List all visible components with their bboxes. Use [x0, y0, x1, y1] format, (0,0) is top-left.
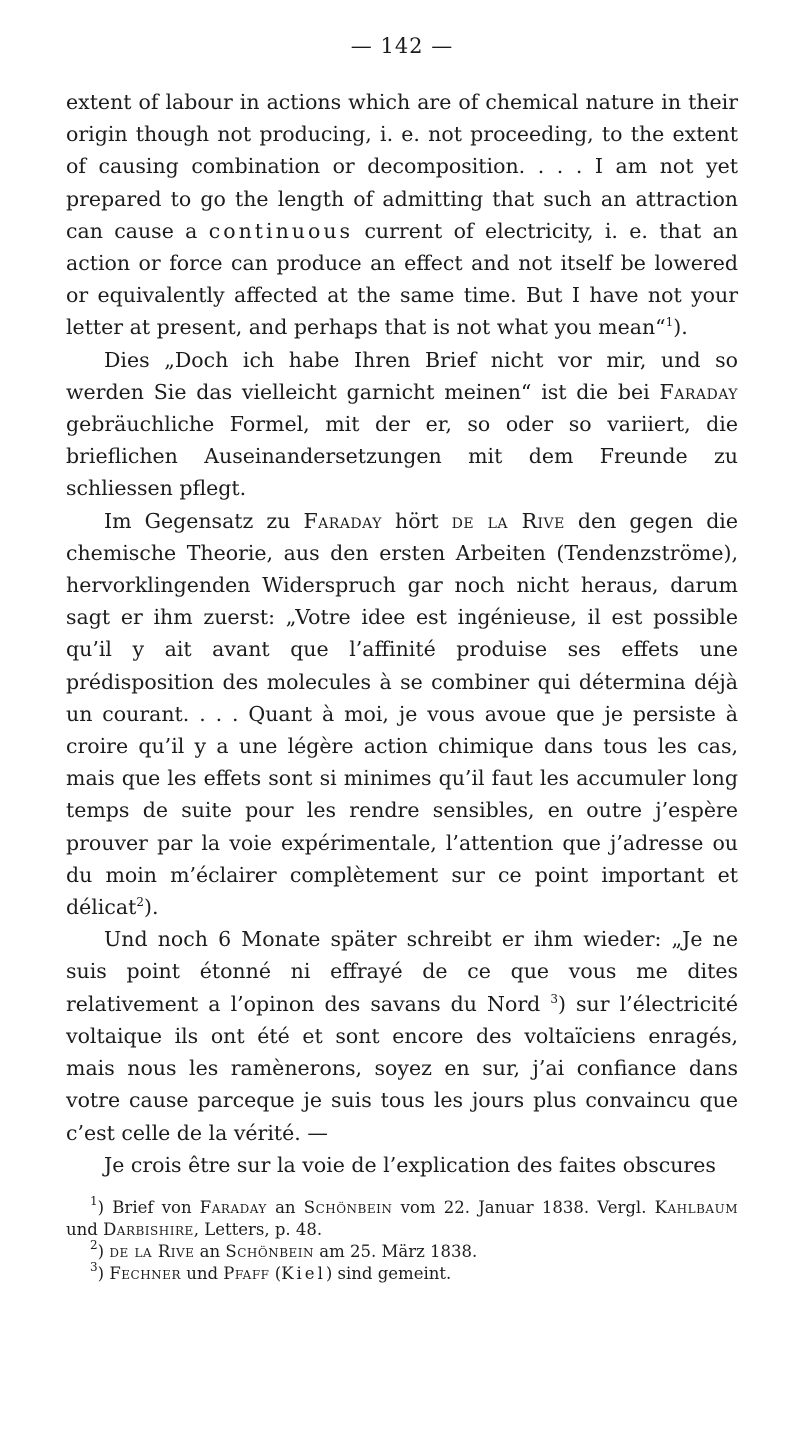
text-run: current of electricity, i. e. that an action or force can produce an effect and not itself be lowered or equivalently affected at the same time. But I have not your letter at present, and perhaps that is not what you mean“	[66, 218, 738, 340]
footnotes	[66, 1193, 738, 1285]
paragraph-4	[66, 923, 738, 1148]
text-run: den gegen die chemische Theorie, aus den ersten Arbeiten (Tendenzströme), hervorklingenden Widerspruch gar noch nicht heraus, darum sagt er ihm zuerst: „Votre idee est ingénieuse, il est possible qu’il y ait avant que l’affinité produise ses effets une prédisposition des molecules à se combiner qui détermina déjà un courant. . . . Quant à moi, je vous avoue que je persiste à croire qu’il y a une légère action chimique dans tous les cas, mais que les effets sont si minimes qu’il faut les accumuler long temps de suite pour les rendre sensibles, en outre j’espère prouver par la voie expérimentale, l’attention que j’adresse ou du moin m’éclairer complètement sur ce point important et délicat	[66, 508, 738, 920]
text-run: )	[97, 1241, 110, 1261]
person-name: Darbishire	[103, 1219, 194, 1239]
text-run: und	[66, 1219, 104, 1239]
text-run: Im Gegensatz zu	[104, 508, 304, 533]
text-run: ) sind gemeint.	[325, 1263, 452, 1283]
text-run: hört	[381, 508, 452, 533]
person-name: Schönbein	[303, 1197, 393, 1217]
text-run: Dies „Doch ich habe Ihren Brief nicht vor mir, und so werden Sie das vielleicht garnicht meinen“ ist die bei	[66, 347, 738, 404]
paragraph-1	[66, 86, 738, 344]
text-run: extent of labour in actions which are of chemical nature in their origin though not producing, i. e. not proceeding, to the extent of causing combination or decomposition. . . . I am not yet prepared to go the length of admitting that such an attraction can cause a	[66, 90, 738, 243]
text-run: und	[180, 1263, 224, 1283]
text-run: ).	[143, 895, 159, 920]
page-number: — 142 —	[350, 34, 454, 58]
person-name: Faraday	[303, 508, 382, 533]
text-run: )	[97, 1263, 110, 1283]
text-run: ).	[673, 315, 688, 340]
person-name: Schönbein	[225, 1241, 315, 1261]
person-name: Faraday	[199, 1197, 267, 1217]
footnote-ref-2: 2	[136, 895, 144, 910]
paragraph-2	[66, 344, 738, 505]
footnote-1	[66, 1193, 738, 1241]
text-run: vom 22. Januar 1838. Vergl.	[392, 1197, 655, 1217]
footnote-2	[66, 1237, 738, 1263]
person-name: de la Rive	[109, 1241, 195, 1261]
footnote-marker: 1	[90, 1193, 98, 1208]
text-run: (	[269, 1263, 282, 1283]
text-run: , Letters, p. 48.	[193, 1219, 323, 1239]
place-name: Kiel	[281, 1263, 326, 1283]
text-run: gebräuchliche Formel, mit der er, so oder so variiert, die brieflichen Auseinandersetzungen mit dem Freunde zu schliessen pflegt.	[66, 412, 738, 501]
spaced-emphasis: continuous	[208, 218, 354, 243]
text-run: ) sur l’électricité voltaique ils ont été et sont encore des voltaïciens enragés, mais nous les ramènerons, soyez en sur, j’ai confiance dans votre cause parceque je suis tous les jours plus convaincu que c’est celle de la vérité. —	[66, 991, 738, 1145]
text-run: Und noch 6 Monate später schreibt er ihm wieder: „Je ne suis point étonné ni effrayé de ce que vous me dites relativement a l’opinon des savans du Nord	[66, 927, 738, 1016]
text-run: am 25. März 1838.	[314, 1241, 478, 1261]
footnote-marker: 3	[90, 1259, 98, 1274]
text-run: an	[266, 1197, 304, 1217]
person-name: Pfaff	[223, 1263, 270, 1283]
person-name: Fechner	[109, 1263, 181, 1283]
paragraph-5: Je crois être sur la voie de l’explication des faites obscures	[104, 1152, 716, 1177]
paragraph-3	[66, 505, 738, 924]
footnote-3	[66, 1259, 738, 1285]
person-name: Faraday	[659, 379, 738, 404]
text-run: ) Brief von	[97, 1197, 200, 1217]
text-run: an	[194, 1241, 226, 1261]
person-name: de la Rive	[451, 508, 565, 533]
footnote-ref-3: 3	[550, 991, 558, 1006]
body-text	[66, 86, 738, 1181]
person-name: Kahlbaum	[654, 1197, 738, 1217]
footnote-ref-1: 1	[665, 315, 674, 330]
footnote-marker: 2	[90, 1237, 98, 1252]
